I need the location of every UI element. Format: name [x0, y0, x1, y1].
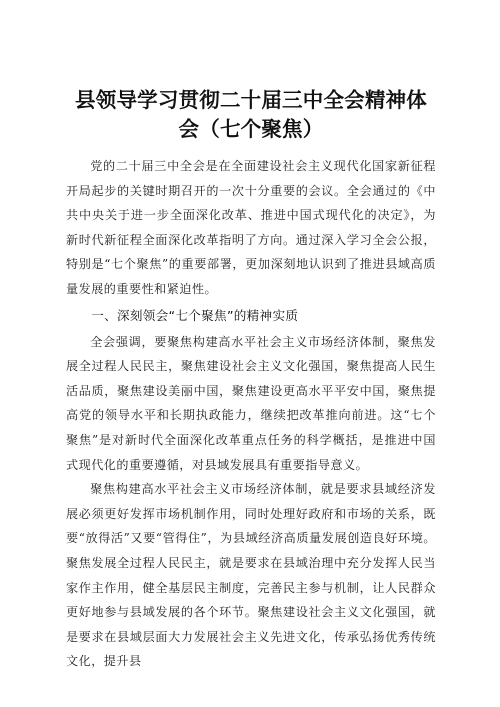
section-heading: 一、深刻领会“七个聚焦”的精神实质 [91, 307, 299, 323]
section-paragraph-2: 聚焦构建高水平社会主义市场经济体制，就是要求县域经济发展必须更好发挥市场机制作用，同时处理好政府和市场的关系，既要“放得活”又要“管得住”，为县域经济高质量发展创造良好环境。聚焦发展全过程人民民主，就是要求在县域治理中充分发挥人民当家作主作用，健全基层民主制度，完善民主参与机制，让人民群众更好地参与县域发展的各个环节。聚焦建设社会主义文化强国，就是要求在县域层面大力发展社会主义先进文化，传承弘扬优秀传统文化，提升县 [66, 482, 436, 669]
section-paragraph-1: 全会强调，要聚焦构建高水平社会主义市场经济体制，聚焦发展全过程人民民主，聚焦建设社会主义文化强国，聚焦提高人民生活品质，聚焦建设美丽中国，聚焦建设更高水平平安中国，聚焦提高党的领导水平和长期执政能力，继续把改革推向前进。这“七个聚焦”是对新时代全面深化改革重点任务的科学概括，是推进中国式现代化的重要遵循，对县域发展具有重要指导意义。 [66, 334, 436, 472]
intro-paragraph: 党的二十届三中全会是在全面建设社会主义现代化国家新征程开局起步的关键时期召开的一次十分重要的会议。全会通过的《中共中央关于进一步全面深化改革、推进中国式现代化的决定》，为新时代新征程全面深化改革指明了方向。通过深入学习全会公报，特别是“七个聚焦”的重要部署，更加深刻地认识到了推进县域高质量发展的重要性和紧迫性。 [66, 159, 436, 296]
document-title: 县领导学习贯彻二十届三中全会精神体会（七个聚焦） [75, 88, 427, 141]
